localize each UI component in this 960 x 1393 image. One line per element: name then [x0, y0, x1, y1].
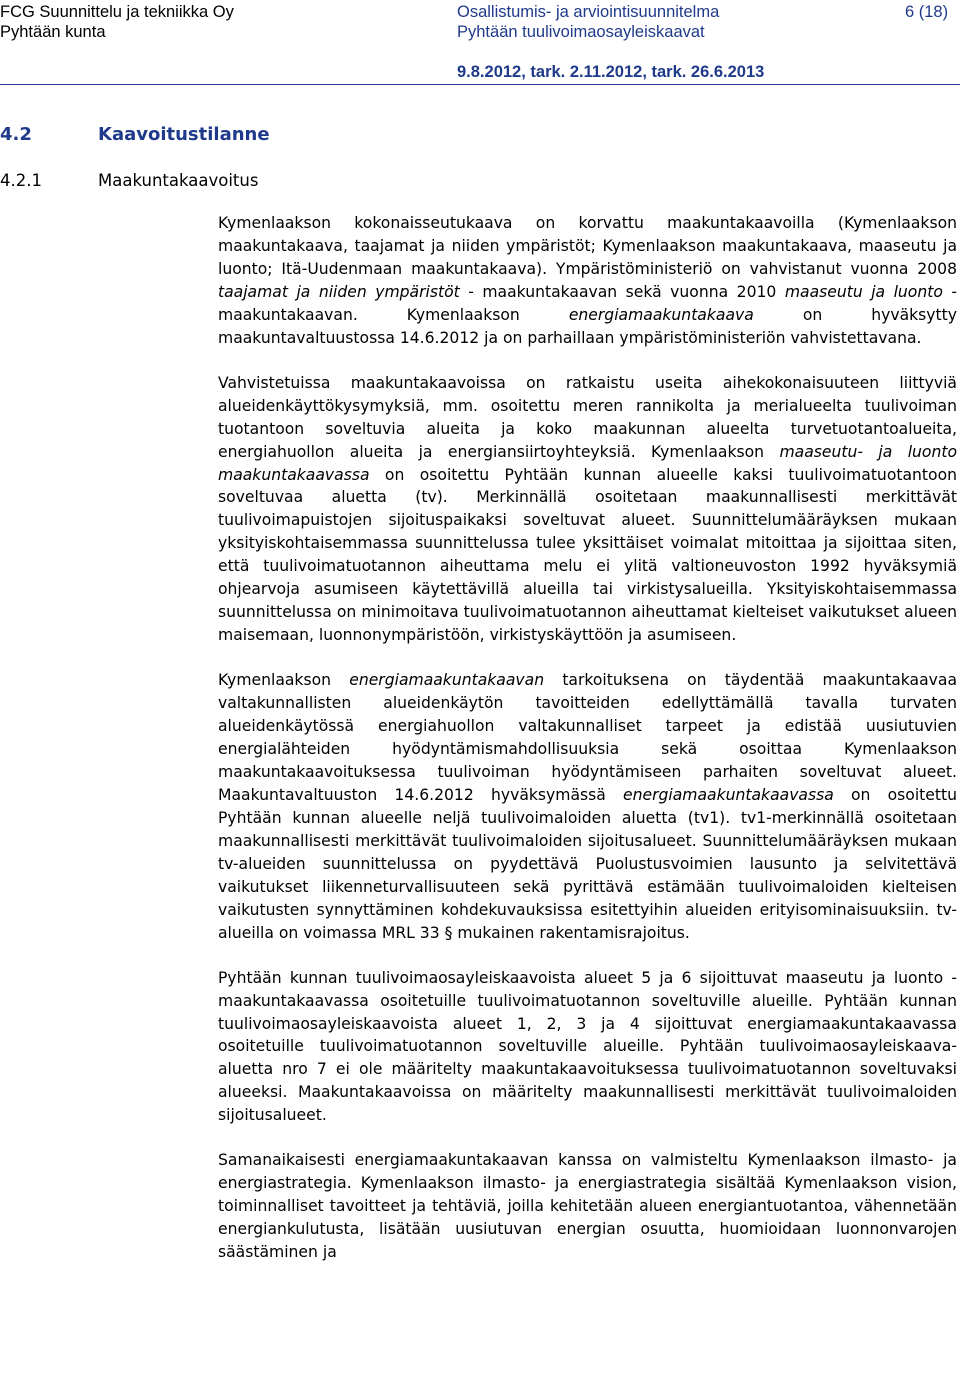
paragraph-2 [218, 372, 957, 647]
subsection-number: 4.2.1 [0, 171, 42, 190]
paragraph-5: Samanaikaisesti energiamaakuntakaavan kanssa on valmisteltu Kymenlaakson ilmasto- ja energiastrategia. Kymenlaakson ilmasto- ja energiastrategia sisältää Kymenlaakson vision, toiminnalliset tavoitteet ja tehtäviä, joilla kehitetään alueen energiantuotantoa, vähennetään energiankulutusta, lisätään uusiutuvan energian osuutta, huomioidaan luonnonvarojen säästäminen ja [218, 1151, 957, 1262]
header-doc-title: Osallistumis- ja arviointisuunnitelma [457, 3, 720, 21]
body-text [218, 212, 957, 1286]
paragraph-3-text: Kymenlaakson [218, 671, 350, 690]
section-number: 4.2 [0, 124, 32, 145]
paragraph-2-text: Vahvistetuissa maakuntakaavoissa on ratkaistu useita aihekokonaisuuteen liittyviä alueidenkäyttökysymyksiä, mm. osoitettu meren rannikolta ja merialueelta tuulivoiman tuotantoon soveltuvia alueita ja koko maakunnan alueelta turvetuotantoalueita, energiahuollon alueita ja energiansiirtoyhteyksiä. Kymenlaakson [218, 373, 957, 461]
paragraph-1-text: - maakuntakaavan sekä vuonna 2010 [459, 282, 785, 301]
paragraph-3-emphasis: energiamaakuntakaavan [349, 671, 545, 690]
paragraph-3-text: on osoitettu Pyhtään kunnan alueelle neljä tuulivoimaloiden aluetta (tv1). tv1-merkinnällä osoitetaan maakunnallisesti merkittävät tuulivoimaloiden sijoitusalueet. Suunnittelumääräyksen mukaan tv-alueiden suunnittelussa on pyydettävä Puolustusvoimien lausunto ja selvitettävä vaikutukset liikenneturvallisuuteen sekä pyrittävä estämään tuulivoimaloiden kielteisen vaikutusten synnyttäminen kohdekuvauksissa esitettyihin alueiden erityisominaisuuksiin. tv-alueilla on voimassa MRL 33 § mukainen rakentamisrajoitus. [218, 785, 957, 942]
paragraph-1-emphasis: energiamaakuntakaava [568, 305, 754, 324]
paragraph-2-text: on osoitettu Pyhtään kunnan alueelle kaksi tuulivoimatuotantoon soveltuvaa aluetta (tv). Merkinnällä osoitetaan maakunnallisesti merkittävät tuulivoimapuistojen sijoituspaikaksi soveltuvat alueet. Suunnittelumääräyksen mukaan yksityiskohtaisemmassa suunnittelussa tulee yksittäiset voimalat mitoittaa ja sijoittaa siten, että tuulivoimatuotannon aiheuttama melu ei ylitä valtioneuvoston 1992 hyväksymiä ohjearvoja asumiseen käytettävillä alueilla tai virkistysalueilla. Yksityiskohtaisemmassa suunnittelussa on minimoitava tuulivoimatuotannon aiheuttamat kielteiset vaikutukset alueen maisemaan, luonnonympäristöön, virkistyskäyttöön ja asumiseen. [218, 465, 957, 645]
paragraph-2-emphasis: maaseutu- ja luonto maakuntakaavassa [218, 442, 958, 484]
paragraph-3 [218, 669, 957, 944]
header-dates: 9.8.2012, tark. 2.11.2012, tark. 26.6.2013 [457, 63, 765, 81]
header-page-number: 6 (18) [905, 3, 949, 21]
paragraph-1 [218, 212, 957, 350]
paragraph-3-text: tarkoituksena on täydentää maakuntakaavaa valtakunnallisten alueidenkäytön tavoitteiden edellyttämällä tavalla turvaten alueidenkäytössä energiahuollon valtakunnalliset tarpeet ja edistää uusiutuvien energialähteiden hyödyntämismahdollisuuksia sekä osoittaa Kymenlaakson maakuntakaavoituksessa tuulivoiman hyödyntämiseen parhaiten soveltuvat alueet. Maakuntavaltuuston 14.6.2012 hyväksymässä [218, 671, 958, 804]
subsection-title: Maakuntakaavoitus [98, 171, 259, 190]
paragraph-1-text: on hyväksytty maakuntavaltuustossa 14.6.2012 ja on parhaillaan ympäristöministeriön vahvistettavana. [218, 305, 957, 347]
paragraph-3-emphasis: energiamaakuntakaavassa [623, 785, 834, 804]
section-title: Kaavoitustilanne [98, 124, 270, 145]
header-company: FCG Suunnittelu ja tekniikka Oy [0, 3, 234, 21]
subsection-heading [0, 171, 258, 190]
header-municipality: Pyhtään kunta [0, 23, 106, 41]
paragraph-1-emphasis: maaseutu ja luonto [784, 282, 943, 301]
section-heading [0, 124, 270, 145]
header-divider [0, 84, 960, 85]
paragraph-4: Pyhtään kunnan tuulivoimaosayleiskaavoista alueet 5 ja 6 sijoittuvat maaseutu ja luonto -maakuntakaavassa osoitetuille tuulivoimatuotannon soveltuville alueille. Pyhtään kunnan tuulivoimaosayleiskaavoista alueet 1, 2, 3 ja 4 sijoittuvat energiamaakuntakaavassa osoitetuille tuulivoimatuotannon soveltuville alueille. Pyhtään tuulivoimaosayleiskaava-aluetta nro 7 ei ole määritelty maakuntakaavoituksessa tuulivoimatuotannon soveltuvaksi alueeksi. Maakuntakaavoissa on määritelty maakunnallisesti merkittävät tuulivoimaloiden sijoitusalueet. [218, 968, 957, 1125]
paragraph-1-text: Kymenlaakson kokonaisseutukaava on korvattu maakuntakaavoilla (Kymenlaakson maakuntakaava, taajamat ja niiden ympäristöt; Kymenlaakson maakuntakaava, maaseutu ja luonto; Itä-Uudenmaan maakuntakaava). Ympäristöministeriö on vahvistanut vuonna 2008 [218, 214, 957, 278]
paragraph-1-text: -maakuntakaavan. Kymenlaakson [218, 282, 958, 324]
paragraph-1-emphasis: taajamat ja niiden ympäristöt [218, 282, 460, 301]
header-doc-subtitle: Pyhtään tuulivoimaosayleiskaavat [457, 23, 705, 41]
